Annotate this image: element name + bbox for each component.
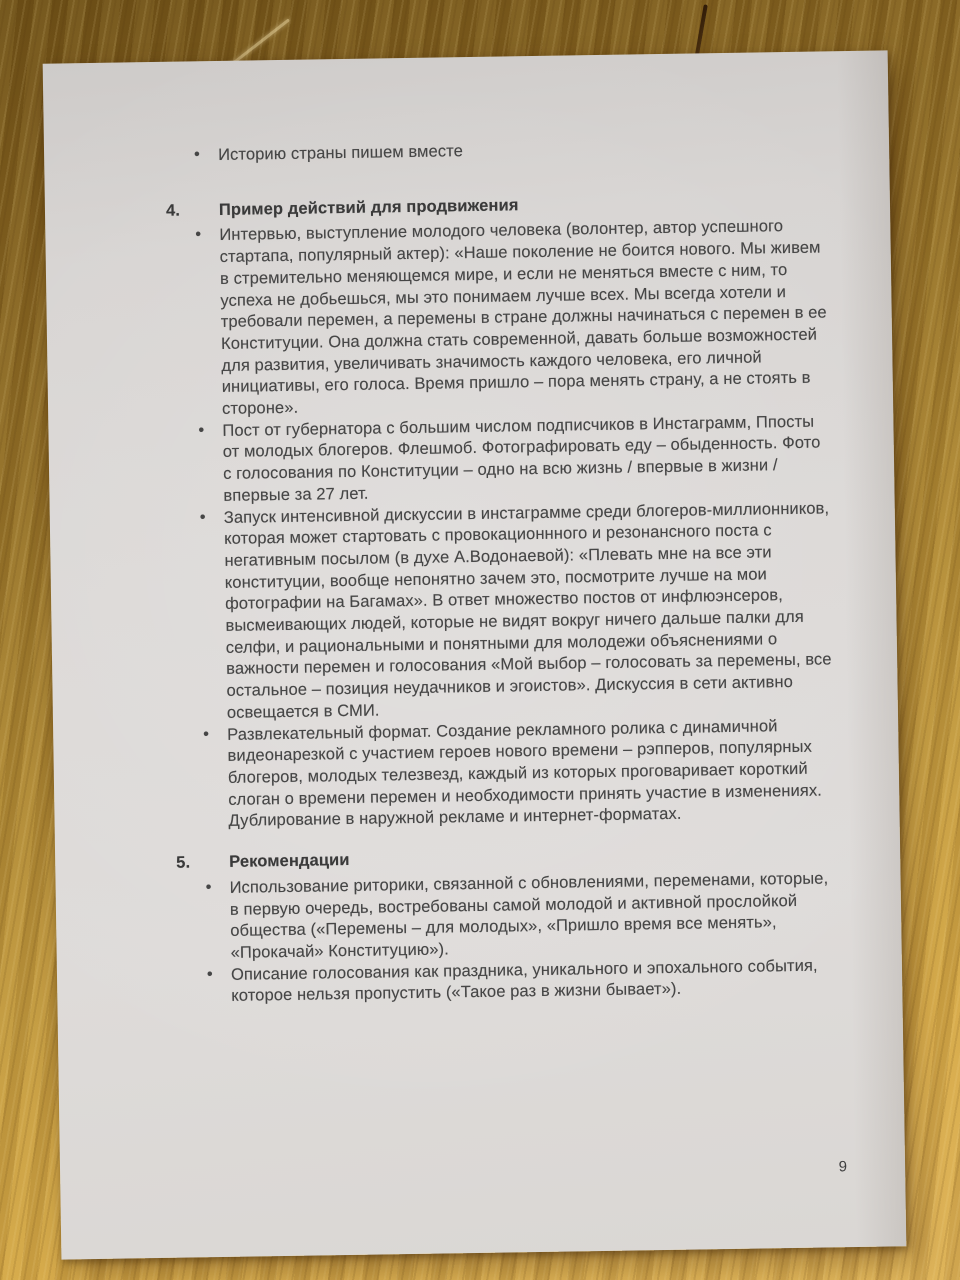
section-recommendations [176, 842, 839, 1008]
list-item [176, 868, 838, 965]
bullet-text: Развлекательный формат. Создание рекламного ролика с динамичной видеонарезкой с участием героев нового времени – рэпперов, популярных блогеров, молодых телезвезд, каждый из которых проговаривает короткий слоган о времени перемен и необходимости принять участие в изменениях. Дублирование в наружной рекламе и интернет-форматах. [227, 716, 823, 831]
list-item [165, 135, 826, 167]
bullet-icon [203, 724, 209, 746]
section-title: Пример действий для продвижения [218, 195, 519, 219]
list-item [178, 955, 840, 1009]
document-content [165, 135, 839, 1008]
bullet-icon [200, 507, 206, 529]
section-number: 5. [176, 853, 191, 872]
bullet-text: Описание голосования как праздника, уникального и эпохального события, которое нельзя пропустить («Такое раз в жизни бывает»). [230, 956, 818, 1006]
section-promotion-actions [166, 190, 837, 834]
bullet-text: Пост от губернатора с большим числом подписчиков в Инстаграмм, Ппосты от молодых блогеров. Флешмоб. Фотографировать еду – обыденность. Фото с голосования по Конституции – одно на всю жизнь / впервые в жизни / впервые за 27 лет. [222, 412, 821, 505]
list-item [169, 411, 831, 508]
list-item [166, 216, 830, 422]
intro-bullet-text: Историю страны пишем вместе [217, 142, 464, 164]
bullet-text: Запуск интенсивной дискуссии в инстаграмме среди блогеров-миллионников, которая может стартовать с провокационнного и резонансного поста с негативным посылом (в духе А.Водонаевой): «Плевать мне на все эти конституции, вообще непонятно зачем это, посмотрите лучше на мои фотографии на Багамах». В ответ множество постов от инфлюэнсеров, высмеивающих людей, которые не видят вокруг ничего дальше палки для селфи, и рациональными и понятными для молодежи объяснениями о важности перемен и голосования «Мой выбор – голосовать за перемены, все остальное – позиция неудачников и эгоистов». Дискуссия в сети активно освещается в СМИ. [223, 498, 832, 722]
bullet-icon [198, 420, 204, 442]
list-item [174, 715, 837, 834]
bullet-icon [195, 225, 201, 247]
bullet-text: Интервью, выступление молодого человека (волонтер, автор успешного стартапа, популярный актер): «Наше поколение не боится нового. Мы живем в стремительно меняющемся мире, и если не меняться вместе с ним, то успеха не добьешься, мы это понимаем лучше всех. Мы всегда хотели и требовали перемен, а перемены в стране должны начинаться с перемен в ее Конституции. Она должна стать современной, давать больше возможностей для развития, увеличивать значимость каждого человека, его личной инициативы, его голоса. Время пришло – пора менять страну, а не стоять в стороне». [219, 217, 827, 418]
bullet-icon [205, 877, 211, 899]
section-title: Рекомендации [229, 851, 350, 871]
page-number: 9 [838, 1158, 848, 1176]
bullet-icon [194, 144, 200, 166]
list-item [171, 498, 835, 725]
bullet-icon [207, 964, 213, 986]
section-number: 4. [165, 201, 181, 220]
bullet-text: Использование риторики, связанной с обновлениями, переменами, которые, в первую очередь, востребованы самой молодой и активной прослойкой общества («Перемены – для молодых», «Пришло время все менять», «Прокачай» Конституцию»). [229, 869, 829, 962]
document-page [43, 50, 907, 1259]
